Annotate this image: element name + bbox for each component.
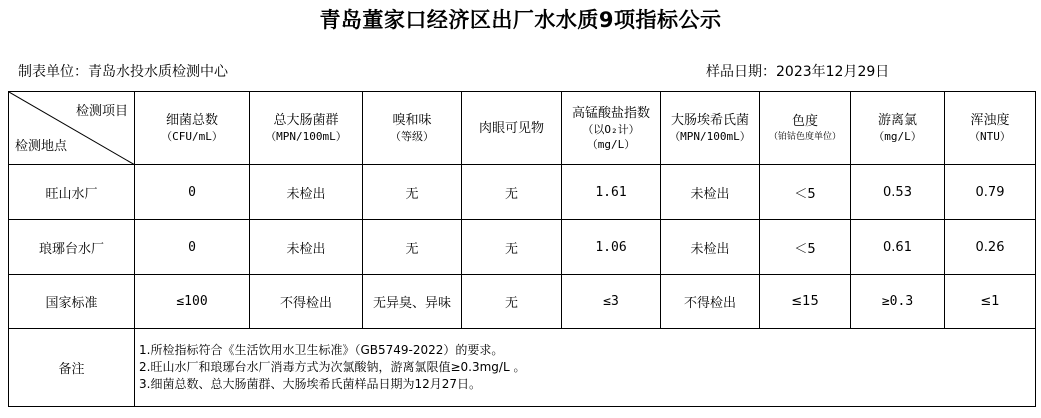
site-name-cell: 国家标准 [9, 275, 135, 329]
notes-row [9, 329, 1036, 407]
corner-test-item-label: 检测项目 [75, 104, 128, 119]
water-quality-table [8, 91, 1036, 407]
notes-label: 备注 [9, 329, 135, 407]
standard-value-cell: ≤100 [135, 275, 250, 329]
standard-value-cell: ≤3 [562, 275, 661, 329]
header-row [9, 92, 1036, 165]
value-cell: 未检出 [250, 220, 363, 275]
header-name: 细菌总数 [165, 113, 218, 128]
header-color [760, 92, 851, 165]
header-turbidity [945, 92, 1036, 165]
value-cell: 无 [363, 220, 462, 275]
header-bacteria-total [135, 92, 250, 165]
header-unit: （NTU） [969, 130, 1011, 143]
header-total-coliform [250, 92, 363, 165]
header-name: 色度 [791, 113, 818, 129]
value-cell: 未检出 [250, 165, 363, 220]
table-row [9, 220, 1036, 275]
value-cell: 0.79 [945, 165, 1036, 220]
header-visible-matter [462, 92, 562, 165]
corner-site-label: 检测地点 [15, 139, 68, 154]
value-cell: ＜5 [760, 220, 851, 275]
standard-value-cell: 无 [462, 275, 562, 329]
header-name: 浑浊度 [970, 113, 1010, 128]
value-cell: 1.61 [562, 165, 661, 220]
value-cell: 0.53 [851, 165, 945, 220]
value-cell: 无 [363, 165, 462, 220]
header-unit: （CFU/mL） [161, 130, 223, 143]
value-cell: 0.61 [851, 220, 945, 275]
issuing-unit: 制表单位：青岛水投水质检测中心 [18, 64, 228, 80]
table-row [9, 165, 1036, 220]
value-cell: 0.26 [945, 220, 1036, 275]
header-name: 游离氯 [877, 113, 917, 128]
standard-value-cell: ≥0.3 [851, 275, 945, 329]
sample-date: 样品日期：2023年12月29日 [706, 64, 890, 80]
standard-value-cell: ≤1 [945, 275, 1036, 329]
header-unit: （等级） [390, 130, 434, 143]
site-name-cell: 旺山水厂 [9, 165, 135, 220]
standard-value-cell: 不得检出 [661, 275, 760, 329]
value-cell: 未检出 [661, 220, 760, 275]
header-name: 高锰酸盐指数 [571, 105, 650, 121]
header-unit-secondary: （mg/L） [586, 137, 636, 151]
value-cell: 无 [462, 220, 562, 275]
standard-value-cell: 无异臭、异味 [363, 275, 462, 329]
header-permanganate-index [562, 92, 661, 165]
value-cell: 无 [462, 165, 562, 220]
header-name: 大肠埃希氏菌 [670, 113, 749, 128]
header-unit: （MPN/100mL） [265, 130, 347, 143]
corner-header-cell [9, 92, 135, 165]
notes-content [135, 329, 1036, 407]
header-name: 总大肠菌群 [273, 113, 339, 128]
standard-value-cell: 不得检出 [250, 275, 363, 329]
header-unit: （铂钴色度单位） [768, 131, 841, 142]
note-line: 1.所检指标符合《生活饮用水卫生标准》（GB5749-2022）的要求。 [139, 343, 504, 357]
value-cell: 0 [135, 220, 250, 275]
standard-value-cell: ≤15 [760, 275, 851, 329]
value-cell: 0 [135, 165, 250, 220]
value-cell: 未检出 [661, 165, 760, 220]
header-free-chlorine [851, 92, 945, 165]
header-unit: （以O₂计） [582, 122, 640, 136]
site-name-cell: 琅琊台水厂 [9, 220, 135, 275]
note-line: 3.细菌总数、总大肠菌群、大肠埃希氏菌样品日期为12月27日。 [139, 377, 481, 391]
note-line: 2.旺山水厂和琅琊台水厂消毒方式为次氯酸钠，游离氯限值≥0.3mg/L 。 [139, 360, 526, 374]
header-unit: （MPN/100mL） [669, 130, 751, 143]
header-name: 嗅和味 [392, 113, 432, 128]
header-unit: （mg/L） [873, 130, 922, 143]
standard-row [9, 275, 1036, 329]
value-cell: 1.06 [562, 220, 661, 275]
header-name: 肉眼可见物 [478, 120, 544, 136]
header-e-coli [661, 92, 760, 165]
page-title: 青岛董家口经济区出厂水水质9项指标公示 [319, 8, 722, 32]
header-odor-taste [363, 92, 462, 165]
value-cell: ＜5 [760, 165, 851, 220]
